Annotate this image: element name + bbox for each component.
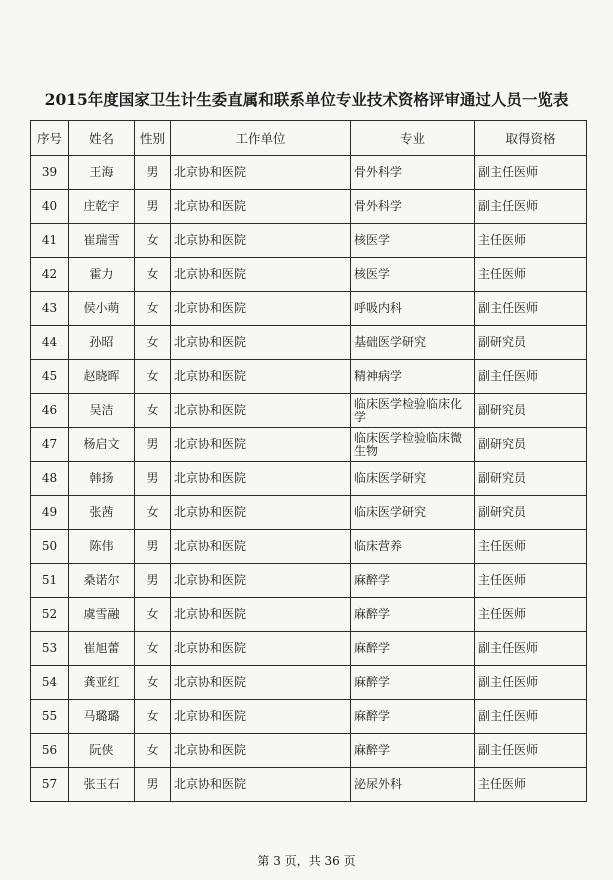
qualification-cell: 主任医师 [475, 564, 587, 598]
page-title: 2015年度国家卫生计生委直属和联系单位专业技术资格评审通过人员一览表 [44, 90, 569, 109]
qualification-cell: 副研究员 [475, 394, 587, 428]
qualification-cell: 副主任医师 [475, 700, 587, 734]
name-cell: 孙昭 [69, 326, 135, 360]
qualification-cell: 副主任医师 [475, 360, 587, 394]
table-row [31, 564, 587, 598]
name-cell: 马璐璐 [69, 700, 135, 734]
serial-number-cell: 47 [31, 428, 69, 462]
work-unit-cell: 北京协和医院 [171, 156, 351, 190]
name-cell: 桑诺尔 [69, 564, 135, 598]
table-row [31, 632, 587, 666]
name-cell: 王海 [69, 156, 135, 190]
specialty-cell: 核医学 [351, 224, 475, 258]
header-specialty: 专业 [351, 121, 475, 156]
gender-cell: 女 [135, 360, 171, 394]
gender-cell: 男 [135, 156, 171, 190]
table-row [31, 156, 587, 190]
specialty-cell: 核医学 [351, 258, 475, 292]
serial-number-cell: 39 [31, 156, 69, 190]
table-row [31, 428, 587, 462]
gender-cell: 女 [135, 258, 171, 292]
header-qualification: 取得资格 [475, 121, 587, 156]
gender-cell: 男 [135, 768, 171, 802]
serial-number-cell: 46 [31, 394, 69, 428]
specialty-cell: 骨外科学 [351, 190, 475, 224]
table-row [31, 326, 587, 360]
work-unit-cell: 北京协和医院 [171, 666, 351, 700]
work-unit-cell: 北京协和医院 [171, 496, 351, 530]
name-cell: 虞雪融 [69, 598, 135, 632]
serial-number-cell: 49 [31, 496, 69, 530]
table-row [31, 734, 587, 768]
specialty-cell: 麻醉学 [351, 666, 475, 700]
header-serial-number: 序号 [31, 121, 69, 156]
table-row [31, 258, 587, 292]
table-row [31, 768, 587, 802]
table-row [31, 496, 587, 530]
work-unit-cell: 北京协和医院 [171, 700, 351, 734]
name-cell: 张玉石 [69, 768, 135, 802]
table-row [31, 360, 587, 394]
work-unit-cell: 北京协和医院 [171, 292, 351, 326]
gender-cell: 女 [135, 734, 171, 768]
serial-number-cell: 44 [31, 326, 69, 360]
serial-number-cell: 52 [31, 598, 69, 632]
serial-number-cell: 45 [31, 360, 69, 394]
gender-cell: 女 [135, 224, 171, 258]
serial-number-cell: 41 [31, 224, 69, 258]
qualification-cell: 副主任医师 [475, 666, 587, 700]
specialty-cell: 呼吸内科 [351, 292, 475, 326]
table-row [31, 224, 587, 258]
work-unit-cell: 北京协和医院 [171, 768, 351, 802]
specialty-cell: 麻醉学 [351, 734, 475, 768]
specialty-cell: 麻醉学 [351, 700, 475, 734]
specialty-cell: 临床医学检验临床化学 [351, 394, 475, 428]
specialty-cell: 麻醉学 [351, 598, 475, 632]
specialty-cell: 麻醉学 [351, 564, 475, 598]
name-cell: 崔瑞雪 [69, 224, 135, 258]
header-name: 姓名 [69, 121, 135, 156]
table-row [31, 666, 587, 700]
serial-number-cell: 48 [31, 462, 69, 496]
gender-cell: 女 [135, 666, 171, 700]
name-cell: 庄乾宇 [69, 190, 135, 224]
gender-cell: 女 [135, 700, 171, 734]
table-row [31, 598, 587, 632]
qualification-cell: 主任医师 [475, 224, 587, 258]
qualification-cell: 副研究员 [475, 428, 587, 462]
name-cell: 陈伟 [69, 530, 135, 564]
gender-cell: 男 [135, 190, 171, 224]
qualification-cell: 副研究员 [475, 462, 587, 496]
table-header-row [31, 121, 587, 156]
work-unit-cell: 北京协和医院 [171, 224, 351, 258]
name-cell: 侯小萌 [69, 292, 135, 326]
work-unit-cell: 北京协和医院 [171, 428, 351, 462]
serial-number-cell: 50 [31, 530, 69, 564]
gender-cell: 女 [135, 394, 171, 428]
gender-cell: 女 [135, 632, 171, 666]
work-unit-cell: 北京协和医院 [171, 462, 351, 496]
qualification-cell: 副研究员 [475, 496, 587, 530]
qualification-cell: 主任医师 [475, 530, 587, 564]
qualification-cell: 副主任医师 [475, 632, 587, 666]
serial-number-cell: 54 [31, 666, 69, 700]
work-unit-cell: 北京协和医院 [171, 394, 351, 428]
qualification-cell: 副研究员 [475, 326, 587, 360]
specialty-cell: 临床医学研究 [351, 462, 475, 496]
qualification-cell: 主任医师 [475, 768, 587, 802]
qualification-cell: 主任医师 [475, 598, 587, 632]
name-cell: 韩扬 [69, 462, 135, 496]
serial-number-cell: 51 [31, 564, 69, 598]
name-cell: 吴洁 [69, 394, 135, 428]
specialty-cell: 精神病学 [351, 360, 475, 394]
gender-cell: 女 [135, 598, 171, 632]
gender-cell: 女 [135, 292, 171, 326]
qualification-cell: 副主任医师 [475, 190, 587, 224]
table-row [31, 292, 587, 326]
specialty-cell: 临床医学检验临床微生物 [351, 428, 475, 462]
gender-cell: 男 [135, 530, 171, 564]
header-gender: 性别 [135, 121, 171, 156]
name-cell: 阮侠 [69, 734, 135, 768]
serial-number-cell: 55 [31, 700, 69, 734]
table-row [31, 462, 587, 496]
serial-number-cell: 56 [31, 734, 69, 768]
qualification-cell: 副主任医师 [475, 156, 587, 190]
work-unit-cell: 北京协和医院 [171, 734, 351, 768]
work-unit-cell: 北京协和医院 [171, 530, 351, 564]
serial-number-cell: 40 [31, 190, 69, 224]
gender-cell: 男 [135, 462, 171, 496]
specialty-cell: 麻醉学 [351, 632, 475, 666]
work-unit-cell: 北京协和医院 [171, 564, 351, 598]
gender-cell: 女 [135, 496, 171, 530]
serial-number-cell: 57 [31, 768, 69, 802]
gender-cell: 男 [135, 428, 171, 462]
specialty-cell: 临床医学研究 [351, 496, 475, 530]
qualification-cell: 副主任医师 [475, 292, 587, 326]
serial-number-cell: 53 [31, 632, 69, 666]
name-cell: 赵晓晖 [69, 360, 135, 394]
work-unit-cell: 北京协和医院 [171, 632, 351, 666]
page-number: 第 3 页，共 36 页 [257, 854, 356, 868]
name-cell: 龚亚红 [69, 666, 135, 700]
gender-cell: 男 [135, 564, 171, 598]
name-cell: 霍力 [69, 258, 135, 292]
name-cell: 张茜 [69, 496, 135, 530]
gender-cell: 女 [135, 326, 171, 360]
header-work-unit: 工作单位 [171, 121, 351, 156]
work-unit-cell: 北京协和医院 [171, 326, 351, 360]
table-row [31, 700, 587, 734]
serial-number-cell: 43 [31, 292, 69, 326]
personnel-table [30, 120, 587, 802]
specialty-cell: 基础医学研究 [351, 326, 475, 360]
table-body [31, 156, 587, 802]
work-unit-cell: 北京协和医院 [171, 360, 351, 394]
specialty-cell: 骨外科学 [351, 156, 475, 190]
specialty-cell: 泌尿外科 [351, 768, 475, 802]
work-unit-cell: 北京协和医院 [171, 598, 351, 632]
work-unit-cell: 北京协和医院 [171, 258, 351, 292]
table-row [31, 190, 587, 224]
work-unit-cell: 北京协和医院 [171, 190, 351, 224]
table-row [31, 530, 587, 564]
table-row [31, 394, 587, 428]
serial-number-cell: 42 [31, 258, 69, 292]
name-cell: 杨启文 [69, 428, 135, 462]
name-cell: 崔旭蕾 [69, 632, 135, 666]
qualification-cell: 主任医师 [475, 258, 587, 292]
specialty-cell: 临床营养 [351, 530, 475, 564]
qualification-cell: 副主任医师 [475, 734, 587, 768]
